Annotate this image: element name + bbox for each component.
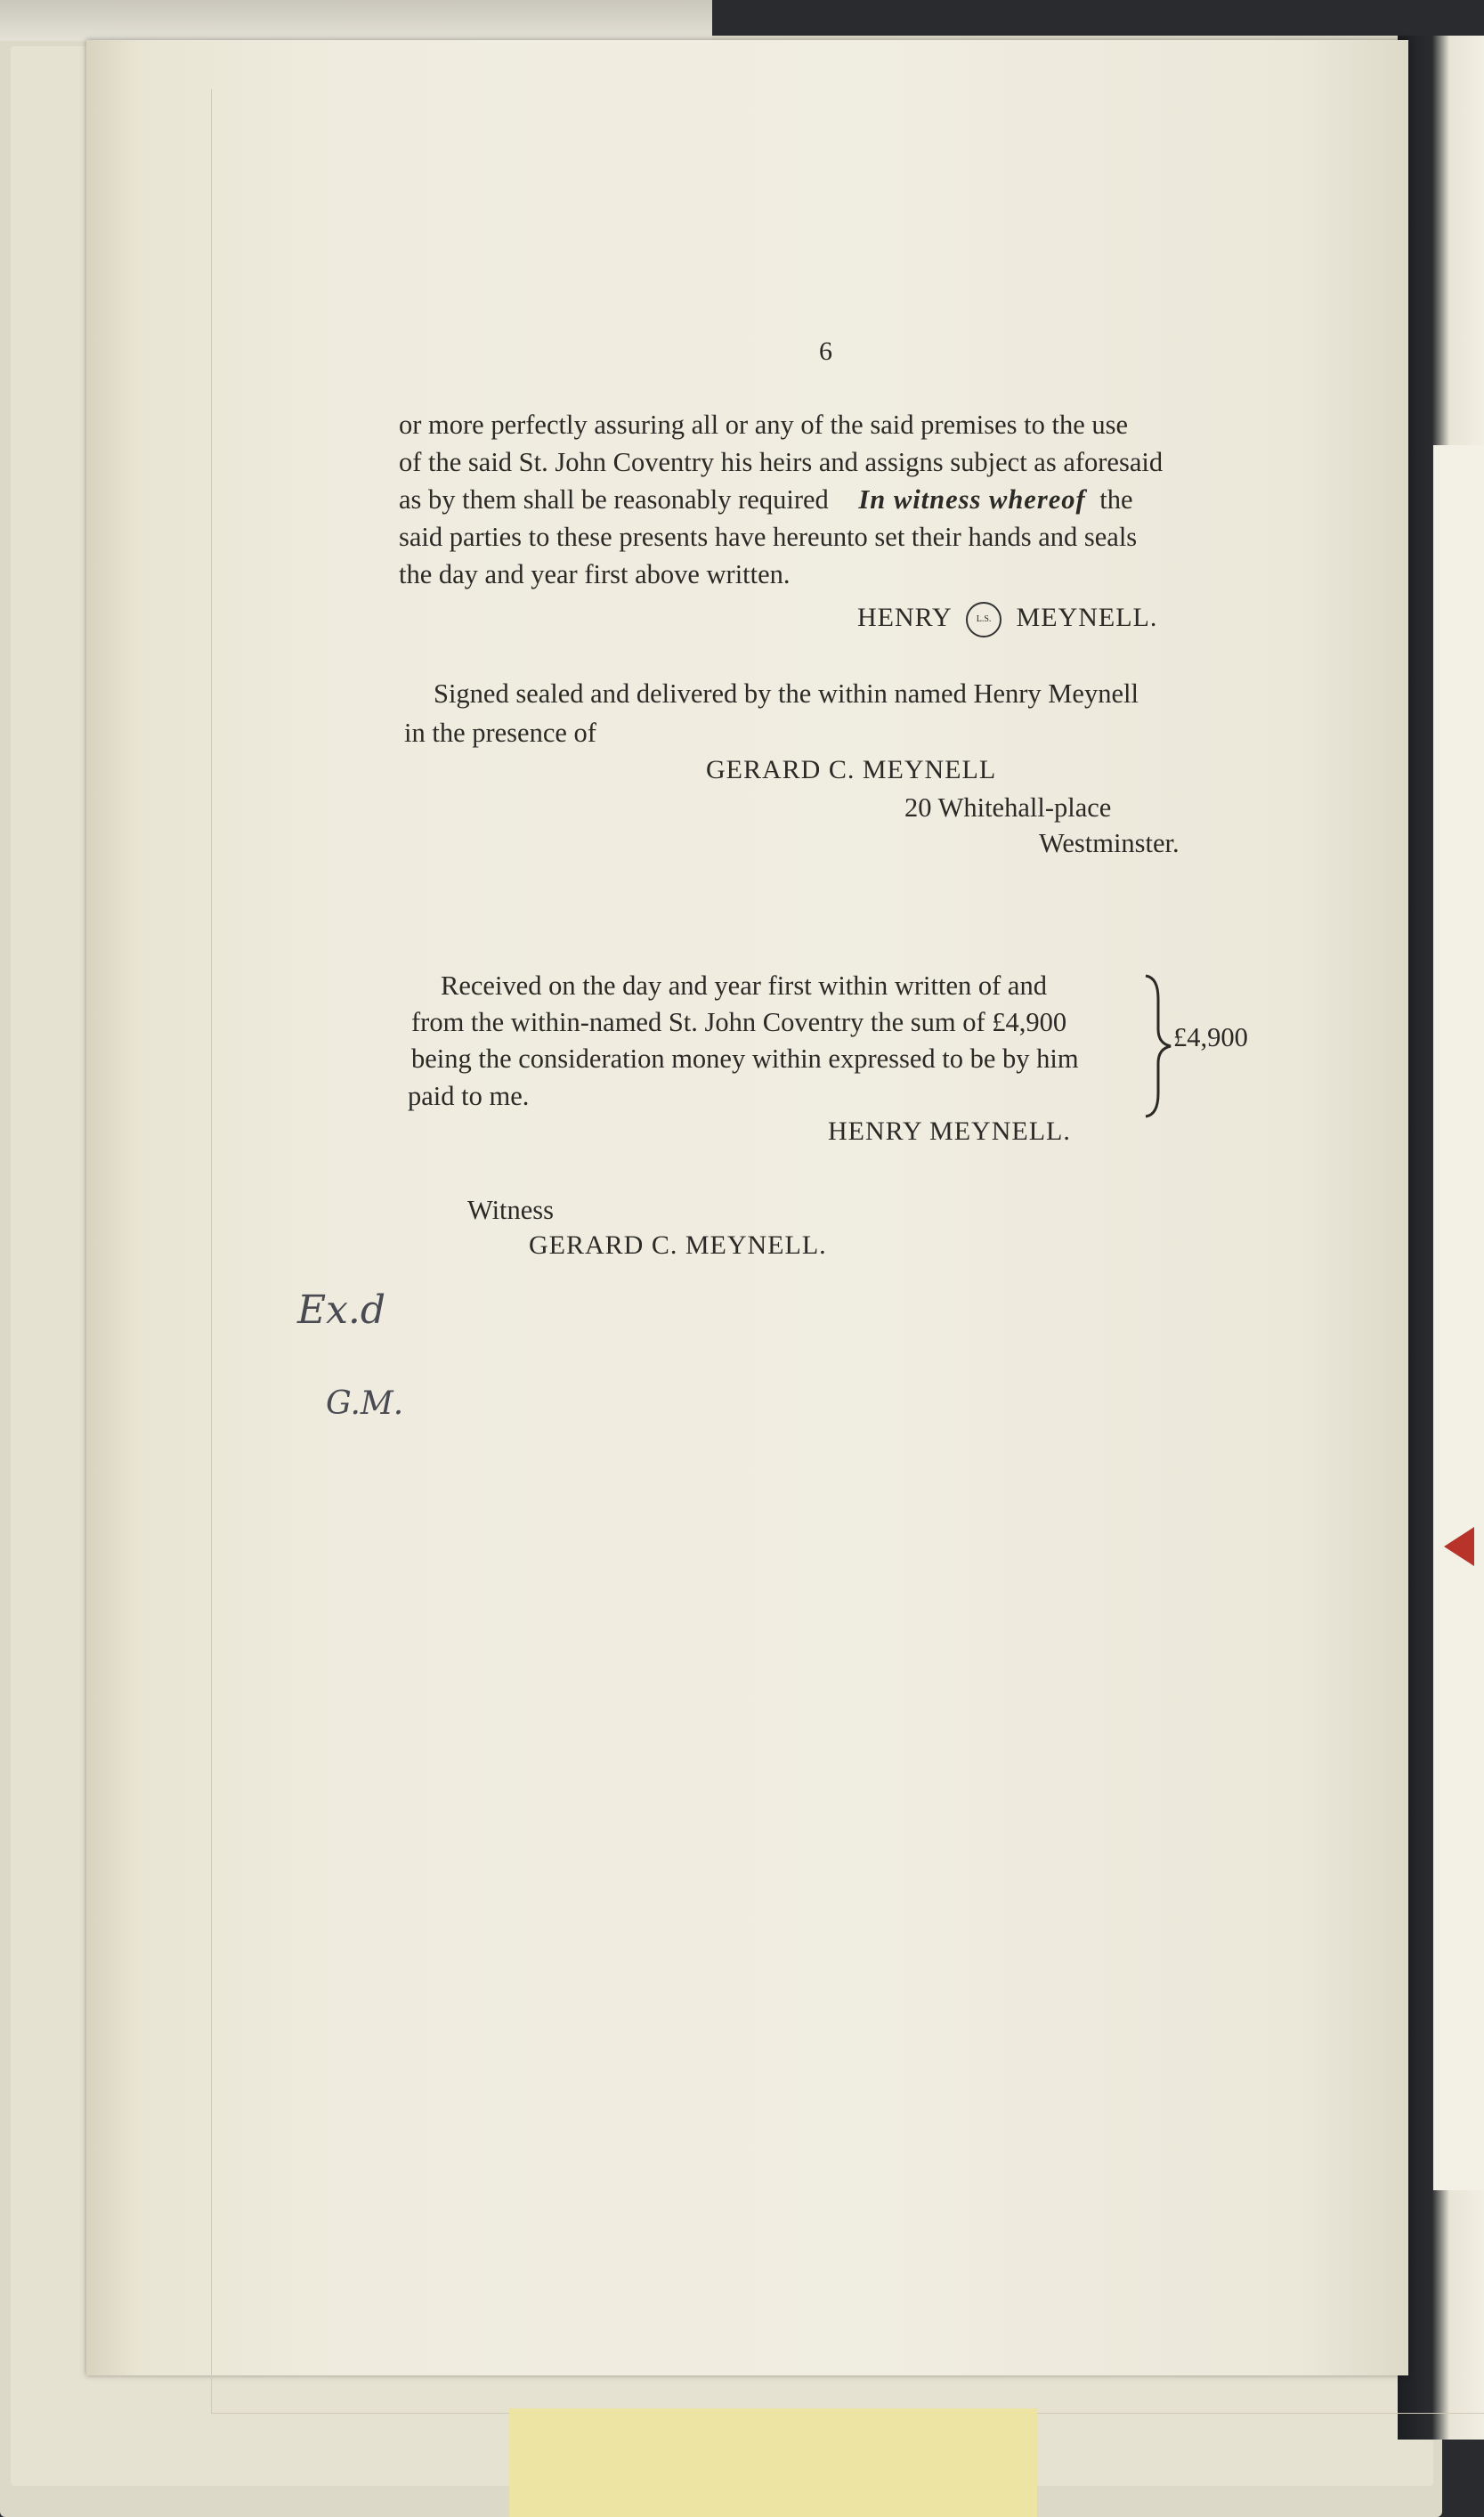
witness-block-address-2: Westminster. — [1039, 828, 1180, 858]
seal-mark: L.S. — [966, 602, 1001, 637]
paragraph-line-1: or more perfectly assuring all or any of the said premises to the use — [399, 410, 1129, 440]
paragraph-line-3-text: as by them shall be reasonably required — [399, 484, 829, 515]
document-page — [86, 40, 1408, 2375]
receipt-amount: £4,900 — [1173, 1022, 1248, 1052]
in-witness-tail: the — [1099, 484, 1133, 515]
receipt-line-4: paid to me. — [408, 1081, 530, 1111]
attestation-line-1: Signed sealed and delivered by the within named Henry Meynell — [434, 678, 1139, 709]
witness-block-name: GERARD C. MEYNELL — [706, 755, 997, 784]
receipt-brace — [1142, 972, 1178, 1120]
receipt-signature: HENRY MEYNELL. — [828, 1116, 1071, 1146]
paragraph-line-4: said parties to these presents have hereunto set their hands and seals — [399, 522, 1138, 552]
paragraph-line-5: the day and year first above written. — [399, 559, 791, 589]
in-witness-phrase: In witness whereof — [858, 484, 1086, 515]
handwritten-initials-2: G.M. — [326, 1385, 404, 1422]
witness-label: Witness — [467, 1195, 555, 1225]
top-paper-scrap — [0, 0, 712, 41]
paragraph-line-3 — [399, 484, 1133, 516]
witness-name: GERARD C. MEYNELL. — [529, 1230, 827, 1260]
signature-line — [857, 602, 1157, 637]
receipt-line-3: being the consideration money within expressed to be by him — [411, 1043, 1079, 1074]
handwritten-initials-1: Ex.d — [297, 1287, 386, 1333]
signature-first: HENRY — [857, 602, 952, 632]
page-number: 6 — [819, 337, 832, 366]
receipt-line-1: Received on the day and year first within written of and — [441, 970, 1047, 1001]
receipt-line-2: from the within-named St. John Coventry the sum of £4,900 — [411, 1007, 1067, 1037]
witness-block-address-1: 20 Whitehall-place — [904, 792, 1112, 823]
attestation-line-2: in the presence of — [404, 718, 596, 748]
paragraph-line-2: of the said St. John Coventry his heirs and assigns subject as aforesaid — [399, 447, 1164, 477]
signature-last: MEYNELL. — [1016, 602, 1158, 632]
yellow-tab — [509, 2408, 1037, 2517]
